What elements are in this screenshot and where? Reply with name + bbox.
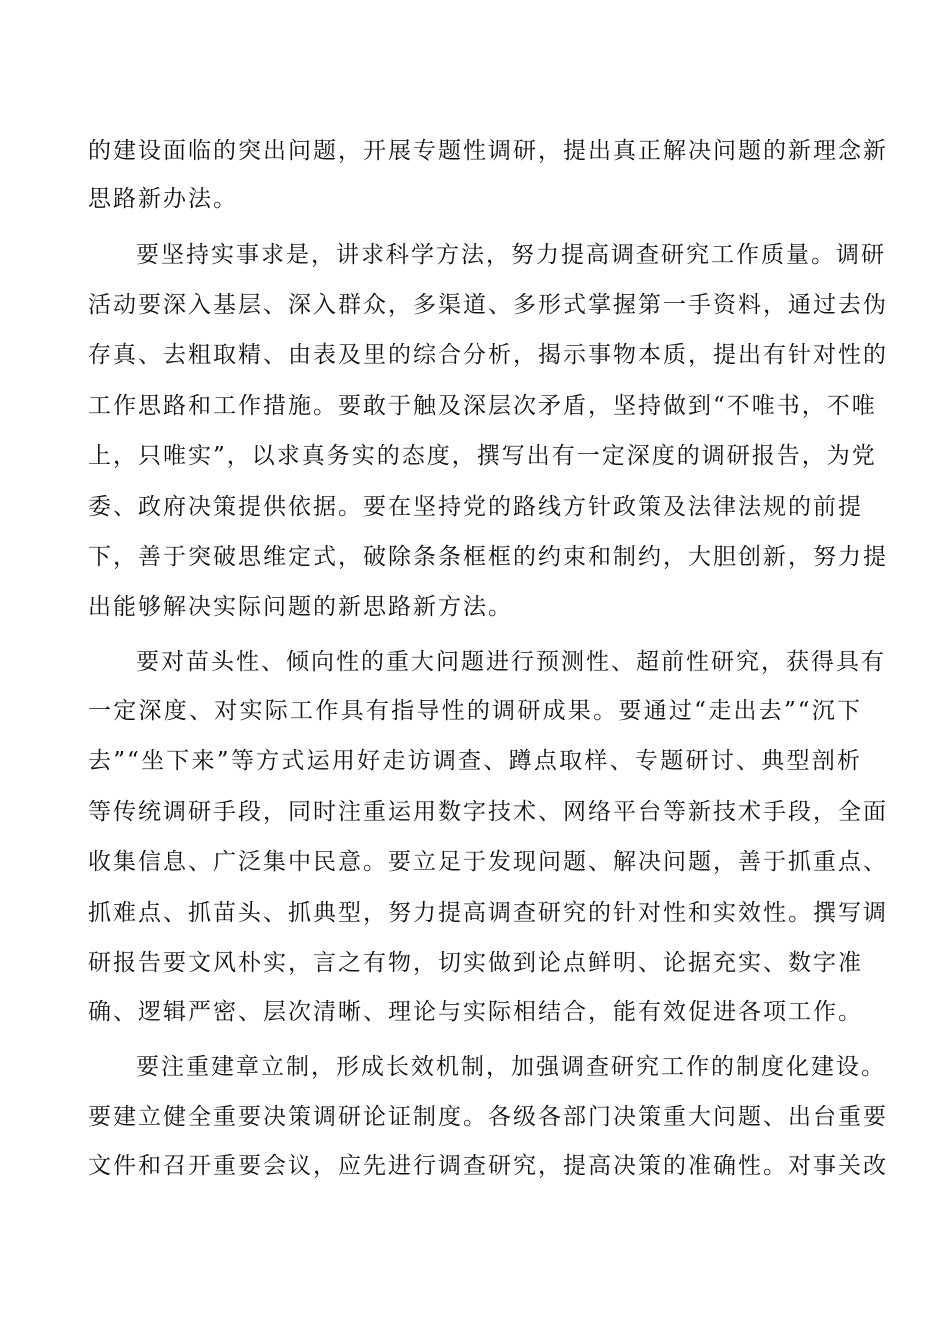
paragraph-4-line-1: 要注重建章立制，形成长效机制，加强调查研究工作的制度化建设。 [136, 1054, 886, 1080]
paragraph-4-line-2: 要建立健全重要决策调研论证制度。各级各部门决策重大问题、出台重要 [88, 1104, 888, 1130]
paragraph-3-line-3: 去”“坐下来”等方式运用好走访调查、蹲点取样、专题研讨、典型剖析 [88, 748, 862, 774]
paragraph-2-line-7: 下，善于突破思维定式，破除条条框框的约束和制约，大胆创新，努力提 [88, 544, 888, 570]
paragraph-1-line-1: 的建设面临的突出问题，开展专题性调研，提出真正解决问题的新理念新 [88, 138, 888, 164]
paragraph-1-line-2: 思路新办法。 [88, 186, 238, 212]
paragraph-3-line-2: 一定深度、对实际工作具有指导性的调研成果。要通过“走出去”“沉下 [88, 698, 862, 724]
paragraph-4-line-3: 文件和召开重要会议，应先进行调查研究，提高决策的准确性。对事关改 [88, 1153, 888, 1179]
paragraph-3-line-5: 收集信息、广泛集中民意。要立足于发现问题、解决问题，善于抓重点、 [88, 849, 888, 875]
paragraph-2-line-5: 上，只唯实”，以求真务实的态度，撰写出有一定深度的调研报告，为党 [88, 443, 877, 469]
paragraph-2-line-8: 出能够解决实际问题的新思路新方法。 [88, 594, 513, 620]
paragraph-3-line-4: 等传统调研手段，同时注重运用数字技术、网络平台等新技术手段，全面 [88, 799, 888, 825]
paragraph-2-line-4: 工作思路和工作措施。要敢于触及深层次矛盾，坚持做到“不唯书，不唯 [88, 393, 877, 419]
paragraph-3-line-7: 研报告要文风朴实，言之有物，切实做到论点鲜明、论据充实、数字准 [88, 950, 863, 976]
paragraph-3-line-8: 确、逻辑严密、层次清晰、理论与实际相结合，能有效促进各项工作。 [88, 999, 863, 1025]
paragraph-2-line-6: 委、政府决策提供依据。要在坚持党的路线方针政策及法律法规的前提 [88, 494, 863, 520]
paragraph-3-line-6: 抓难点、抓苗头、抓典型，努力提高调查研究的针对性和实效性。撰写调 [88, 900, 888, 926]
paragraph-2-line-1: 要坚持实事求是，讲求科学方法，努力提高调查研究工作质量。调研 [136, 242, 886, 268]
paragraph-2-line-2: 活动要深入基层、深入群众，多渠道、多形式掌握第一手资料，通过去伪 [88, 292, 888, 318]
paragraph-3-line-1: 要对苗头性、倾向性的重大问题进行预测性、超前性研究，获得具有 [136, 649, 886, 675]
paragraph-2-line-3: 存真、去粗取精、由表及里的综合分析，揭示事物本质，提出有针对性的 [88, 342, 888, 368]
